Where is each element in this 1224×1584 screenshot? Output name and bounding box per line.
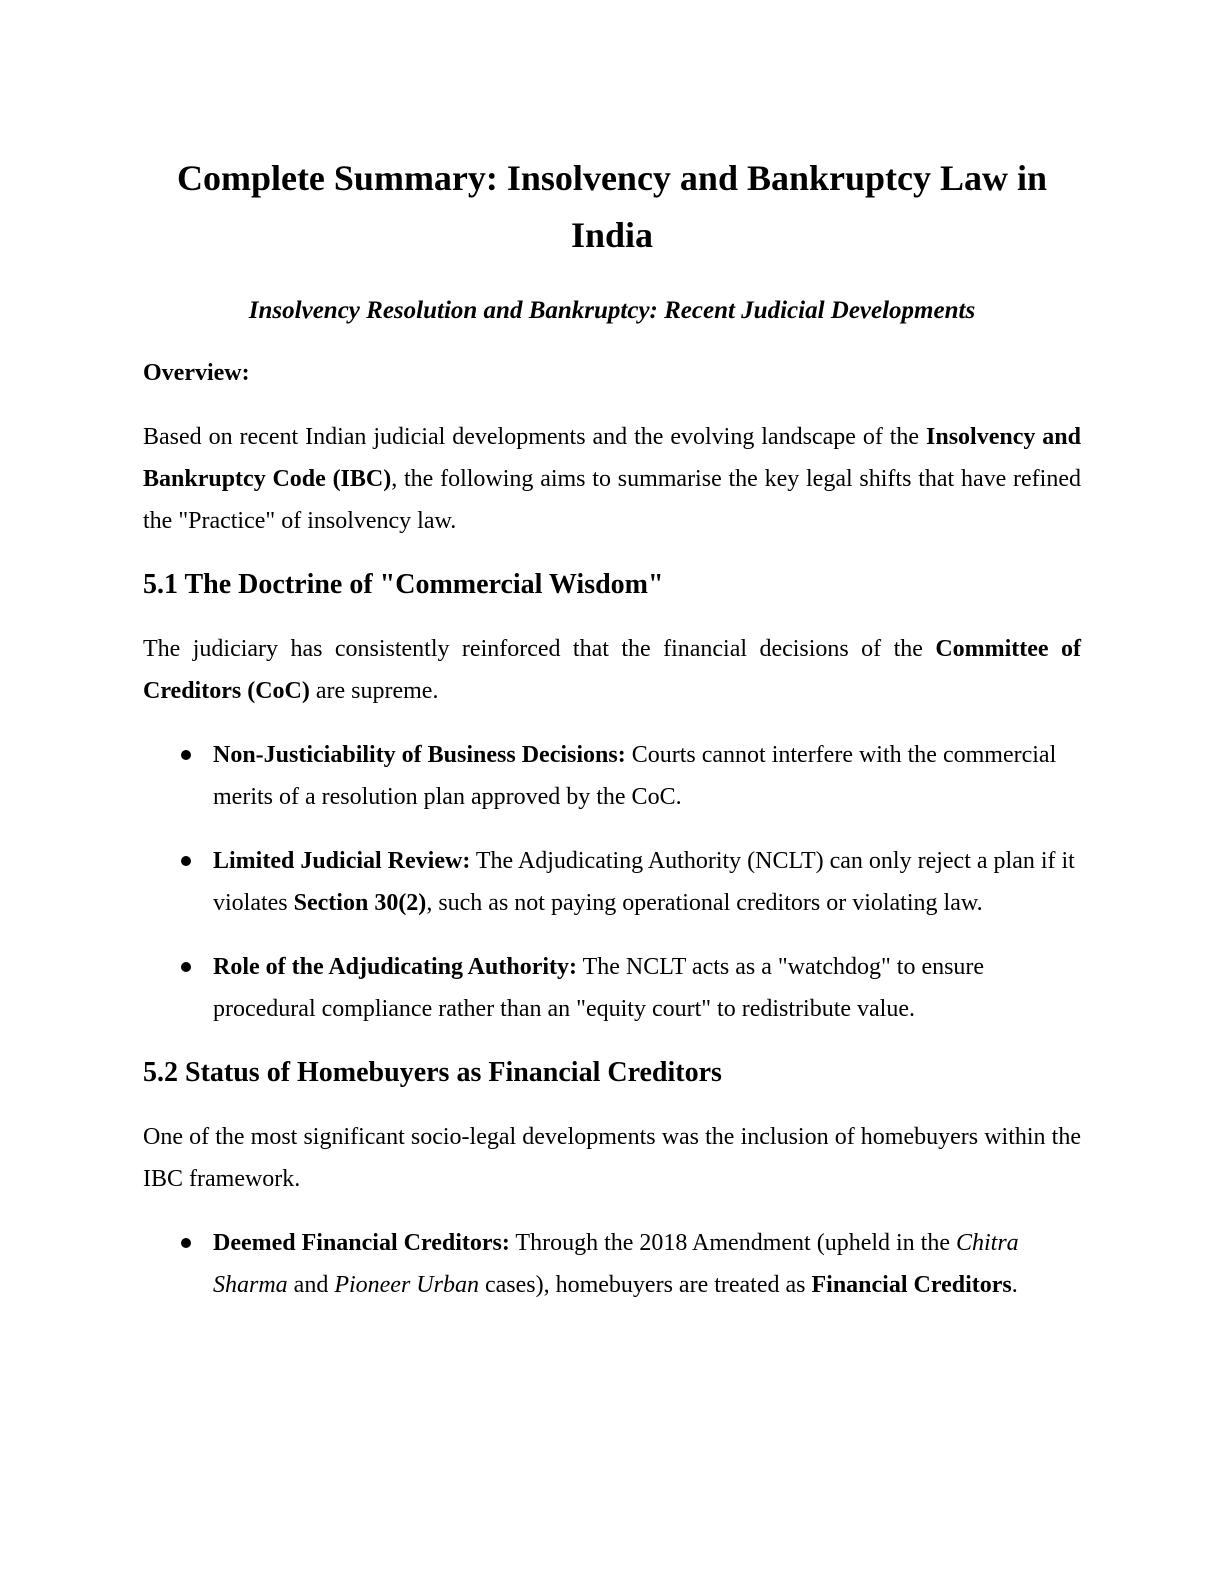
list-item-text: Non-Justiciability of Business Decisions: Courts cannot interfere with the commercial merits of a resolution plan approved by the CoC. — [213, 742, 1057, 810]
list-item-text: Limited Judicial Review: The Adjudicating Authority (NCLT) can only reject a plan if it violates Section 30(2), such as not paying operational creditors or violating law. — [213, 848, 1075, 916]
bullet-icon — [181, 1238, 191, 1248]
list-item — [143, 946, 1081, 1030]
section-heading-5-2: 5.2 Status of Homebuyers as Financial Creditors — [143, 1057, 722, 1088]
list-item-text: Deemed Financial Creditors: Through the 2018 Amendment (upheld in the Chitra Sharma and Pioneer Urban cases), homebuyers are treated as Financial Creditors. — [213, 1230, 1019, 1298]
section-heading-5-1: 5.1 The Doctrine of "Commercial Wisdom" — [143, 569, 664, 600]
list-item — [143, 1222, 1081, 1306]
overview-paragraph: Based on recent Indian judicial developments and the evolving landscape of the Insolvency and Bankruptcy Code (IBC), the following aims to summarise the key legal shifts that have refined the "Practice" of insolvency law. — [143, 424, 1081, 534]
bullet-icon — [181, 750, 191, 760]
list-item — [143, 840, 1081, 924]
bullet-icon — [181, 962, 191, 972]
list-item-text: Role of the Adjudicating Authority: The NCLT acts as a "watchdog" to ensure procedural compliance rather than an "equity court" to redistribute value. — [213, 954, 985, 1022]
section-5-1-bullet-list — [143, 734, 1081, 1030]
section-5-2-bullet-list — [143, 1222, 1081, 1306]
section-5-2-paragraph: One of the most significant socio-legal developments was the inclusion of homebuyers within the IBC framework. — [143, 1124, 1081, 1192]
section-5-1-paragraph: The judiciary has consistently reinforced that the financial decisions of the Committee of Creditors (CoC) are supreme. — [143, 636, 1081, 704]
bullet-icon — [181, 856, 191, 866]
document-title: Complete Summary: Insolvency and Bankruptcy Law in India — [176, 158, 1048, 255]
list-item — [143, 734, 1081, 818]
overview-label: Overview: — [143, 360, 250, 386]
document-subtitle: Insolvency Resolution and Bankruptcy: Recent Judicial Developments — [248, 297, 976, 324]
